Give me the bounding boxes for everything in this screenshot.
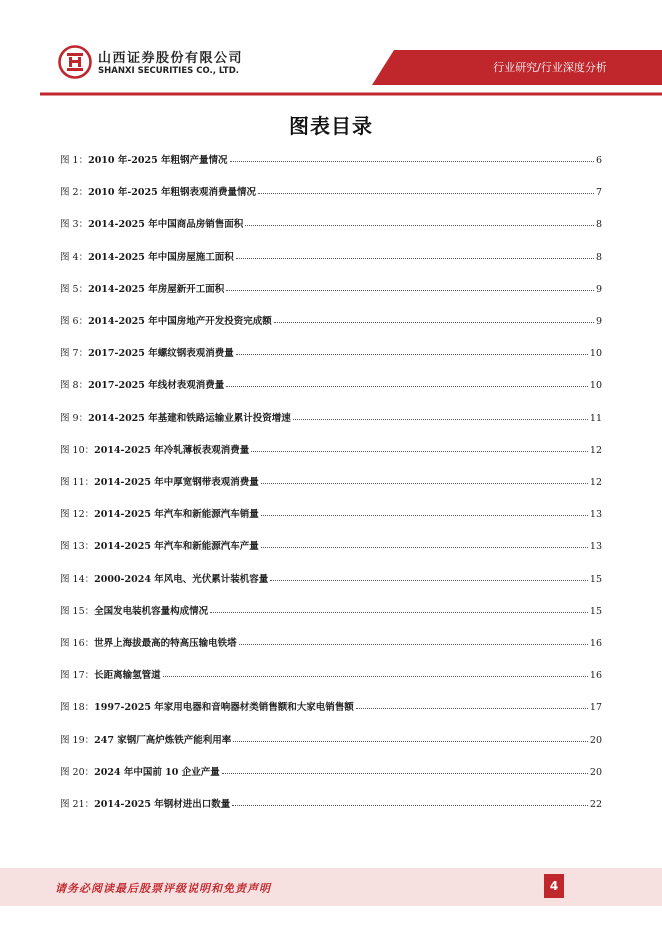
toc-entry-title: 2014-2025 年中国房屋施工面积: [88, 251, 234, 263]
toc-entry-number: 图 8：: [60, 380, 89, 392]
toc-entry[interactable]: [60, 180, 602, 198]
toc-leader-dots: [210, 612, 588, 613]
toc-entry-page: 17: [589, 702, 602, 714]
toc-entry[interactable]: [60, 631, 602, 649]
toc-entry-number: 图 3：: [60, 219, 89, 231]
toc-leader-dots: [274, 322, 594, 323]
toc-entry-title: 2014-2025 年中国商品房销售面积: [88, 219, 244, 231]
toc-leader-dots: [261, 547, 588, 548]
toc-leader-dots: [232, 805, 588, 806]
toc-entry-number: 图 16：: [60, 638, 95, 649]
toc-entry[interactable]: [60, 438, 602, 456]
toc-entry-page: 16: [589, 670, 602, 682]
toc-entry[interactable]: [60, 470, 602, 488]
toc-entry-page: 7: [595, 187, 602, 199]
toc-entry-page: 15: [589, 605, 602, 617]
toc-entry-title: 2014-2025 年汽车和新能源汽车产量: [94, 541, 259, 553]
toc-entry-page: 6: [595, 155, 602, 166]
toc-entry-title: 2014-2025 年冷轧薄板表观消费量: [94, 444, 250, 456]
toc-entry-title: 2010 年-2025 年粗钢表观消费量情况: [88, 187, 257, 199]
toc-entry-page: 10: [589, 348, 602, 360]
toc-leader-dots: [226, 386, 588, 387]
toc-entry-number: 图 2：: [60, 187, 89, 199]
toc-entry-number: 图 19：: [60, 734, 95, 746]
page-header: [0, 0, 662, 100]
toc-entry-title: 世界上海拔最高的特高压输电铁塔: [94, 638, 237, 649]
toc-entry-number: 图 12：: [60, 509, 95, 521]
toc-entry-title: 2017-2025 年螺纹钢表观消费量: [88, 348, 234, 360]
toc-entry-title: 2000-2024 年风电、光伏累计装机容量: [94, 573, 269, 585]
toc-entry-title: 1997-2025 年家用电器和音响器材类销售额和大家电销售额: [94, 702, 354, 714]
toc-entry-number: 图 21：: [60, 799, 95, 810]
toc-entry-title: 2017-2025 年线材表观消费量: [88, 380, 225, 392]
toc-entry[interactable]: [60, 599, 602, 617]
toc-entry[interactable]: [60, 502, 602, 520]
toc-entry-number: 图 11：: [60, 477, 95, 488]
toc-entry-page: 20: [589, 734, 602, 746]
toc-leader-dots: [236, 354, 588, 355]
toc-leader-dots: [245, 225, 594, 226]
toc-entry[interactable]: [60, 663, 602, 681]
toc-leader-dots: [293, 419, 588, 420]
toc-leader-dots: [270, 580, 588, 581]
toc-entry-number: 图 17：: [60, 670, 95, 682]
toc-entry[interactable]: [60, 760, 602, 778]
toc-leader-dots: [261, 515, 588, 516]
toc-entry-title: 2014-2025 年钢材进出口数量: [94, 799, 231, 810]
toc-entry[interactable]: [60, 148, 602, 166]
toc-entry[interactable]: [60, 406, 602, 424]
toc-entry-title: 2014-2025 年基建和铁路运输业累计投资增速: [88, 412, 291, 424]
toc-entry-number: 图 20：: [60, 766, 95, 778]
toc-entry-number: 图 15：: [60, 605, 95, 617]
toc-entry-page: 8: [595, 251, 602, 263]
toc-entry-page: 9: [595, 316, 602, 327]
toc-entry-number: 图 13：: [60, 541, 95, 553]
toc-entry-page: 15: [589, 573, 602, 585]
toc-entry-page: 16: [589, 638, 602, 649]
toc-entry[interactable]: [60, 567, 602, 585]
toc-entry-page: 20: [589, 766, 602, 778]
toc-leader-dots: [230, 161, 594, 162]
toc-entry-page: 22: [589, 799, 602, 810]
disclaimer-notice: 请务必阅读最后股票评级说明和免责声明: [55, 882, 271, 895]
toc-entry[interactable]: [60, 309, 602, 327]
toc-entry[interactable]: [60, 341, 602, 359]
toc-leader-dots: [226, 290, 594, 291]
toc-entry-title: 2014-2025 年汽车和新能源汽车销量: [94, 509, 259, 521]
toc-entry[interactable]: [60, 245, 602, 263]
toc-entry-title: 2024 年中国前 10 企业产量: [94, 766, 220, 778]
toc-entry-number: 图 1：: [60, 155, 89, 166]
toc-entry-number: 图 7：: [60, 348, 89, 360]
toc-leader-dots: [163, 676, 588, 677]
toc-entry-page: 10: [589, 380, 602, 392]
toc-entry-page: 9: [595, 283, 602, 295]
toc-leader-dots: [251, 451, 588, 452]
toc-entry-title: 2010 年-2025 年粗钢产量情况: [88, 155, 228, 166]
toc-entry-number: 图 4：: [60, 251, 89, 263]
toc-entry-page: 13: [589, 541, 602, 553]
toc-leader-dots: [236, 258, 594, 259]
toc-entry[interactable]: [60, 728, 602, 746]
toc-leader-dots: [222, 773, 588, 774]
toc-entry-page: 12: [589, 477, 602, 488]
toc-entry-title: 247 家钢厂高炉炼铁产能利用率: [94, 734, 232, 746]
toc-leader-dots: [239, 644, 588, 645]
header-banner: [0, 0, 662, 100]
report-type-label: 行业研究/行业深度分析: [493, 61, 607, 74]
page-title: 图表目录: [289, 114, 373, 138]
toc-entry-page: 8: [595, 219, 602, 231]
toc-entry[interactable]: [60, 534, 602, 552]
company-name-en: SHANXI SECURITIES CO., LTD.: [98, 66, 240, 76]
toc-entry-page: 11: [589, 412, 602, 424]
toc-entry-number: 图 18：: [60, 702, 95, 714]
toc-leader-dots: [356, 708, 588, 709]
toc-entry-number: 图 14：: [60, 573, 95, 585]
toc-entry-title: 全国发电装机容量构成情况: [94, 605, 209, 617]
toc-entry-title: 2014-2025 年中厚宽钢带表观消费量: [94, 477, 259, 488]
toc-entry-title: 2014-2025 年房屋新开工面积: [88, 283, 225, 295]
toc-entry-page: 13: [589, 509, 602, 521]
toc-entry[interactable]: [60, 695, 602, 713]
toc-entry[interactable]: [60, 373, 602, 391]
toc-entry[interactable]: [60, 277, 602, 295]
toc-entry-number: 图 6：: [60, 316, 89, 327]
toc-entry[interactable]: [60, 792, 602, 810]
toc-entry-number: 图 10：: [60, 444, 95, 456]
page-number: 4: [544, 874, 564, 898]
toc-leader-dots: [233, 741, 588, 742]
toc-entry-title: 2014-2025 年中国房地产开发投资完成额: [88, 316, 272, 327]
toc-entry-number: 图 9：: [60, 412, 89, 424]
toc-leader-dots: [261, 483, 588, 484]
toc-entry-number: 图 5：: [60, 283, 89, 295]
toc-entry[interactable]: [60, 212, 602, 230]
company-name-cn: 山西证券股份有限公司: [98, 51, 244, 66]
toc-leader-dots: [258, 193, 594, 194]
toc-entry-page: 12: [589, 444, 602, 456]
toc-entry-title: 长距离输氢管道: [94, 670, 161, 682]
